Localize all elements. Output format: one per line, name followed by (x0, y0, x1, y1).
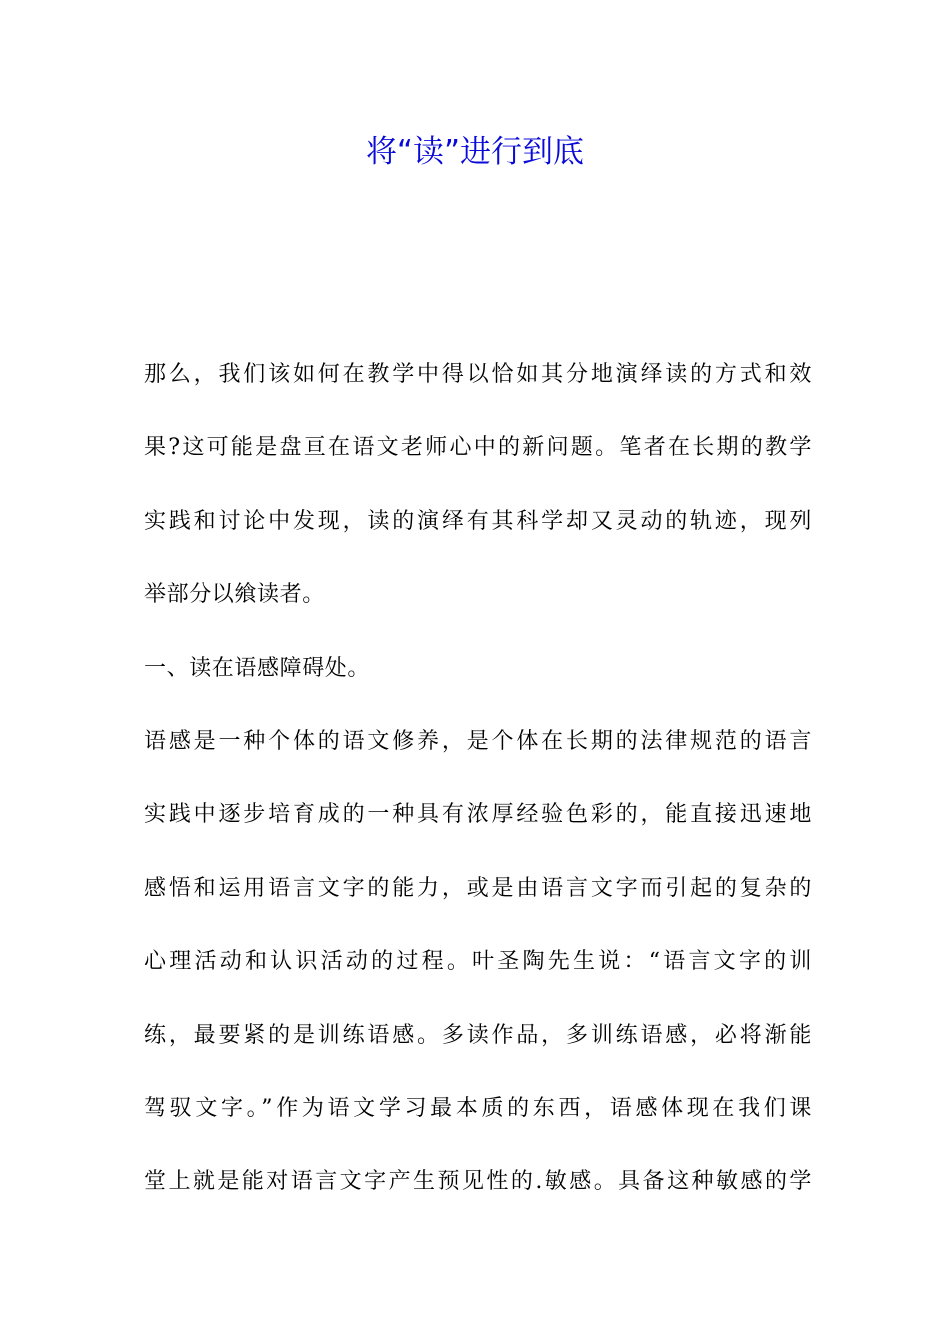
text-line: 练，最要紧的是训练语感。多读作品，多训练语感，必将渐能 (144, 1022, 812, 1048)
text-line: 感悟和运用语言文字的能力，或是由语言文字而引起的复杂的 (144, 875, 812, 901)
text-line: 心理活动和认识活动的过程。叶圣陶先生说：“语言文字的训 (144, 949, 812, 975)
text-line: 那么，我们该如何在教学中得以恰如其分地演绎读的方式和效 (144, 362, 812, 387)
text-line: 举部分以飨读者。 (144, 582, 325, 608)
text-line: 堂上就是能对语言文字产生预见性的.敏感。具备这种敏感的学 (144, 1169, 812, 1195)
document-title: 将“读”进行到底 (365, 134, 585, 170)
text-line: 实践中逐步培育成的一种具有浓厚经验色彩的，能直接迅速地 (144, 802, 812, 828)
text-line: 果?这可能是盘亘在语文老师心中的新问题。笔者在长期的教学 (144, 435, 812, 461)
text-line: 语感是一种个体的语文修养，是个体在长期的法律规范的语言 (144, 728, 812, 754)
text-line: 实践和讨论中发现，读的演绎有其科学却又灵动的轨迹，现列 (144, 508, 812, 534)
section-heading: 一、读在语感障碍处。 (144, 655, 371, 681)
text-line: 驾驭文字。”作为语文学习最本质的东西，语感体现在我们课 (144, 1095, 812, 1121)
document-body (144, 338, 812, 1219)
